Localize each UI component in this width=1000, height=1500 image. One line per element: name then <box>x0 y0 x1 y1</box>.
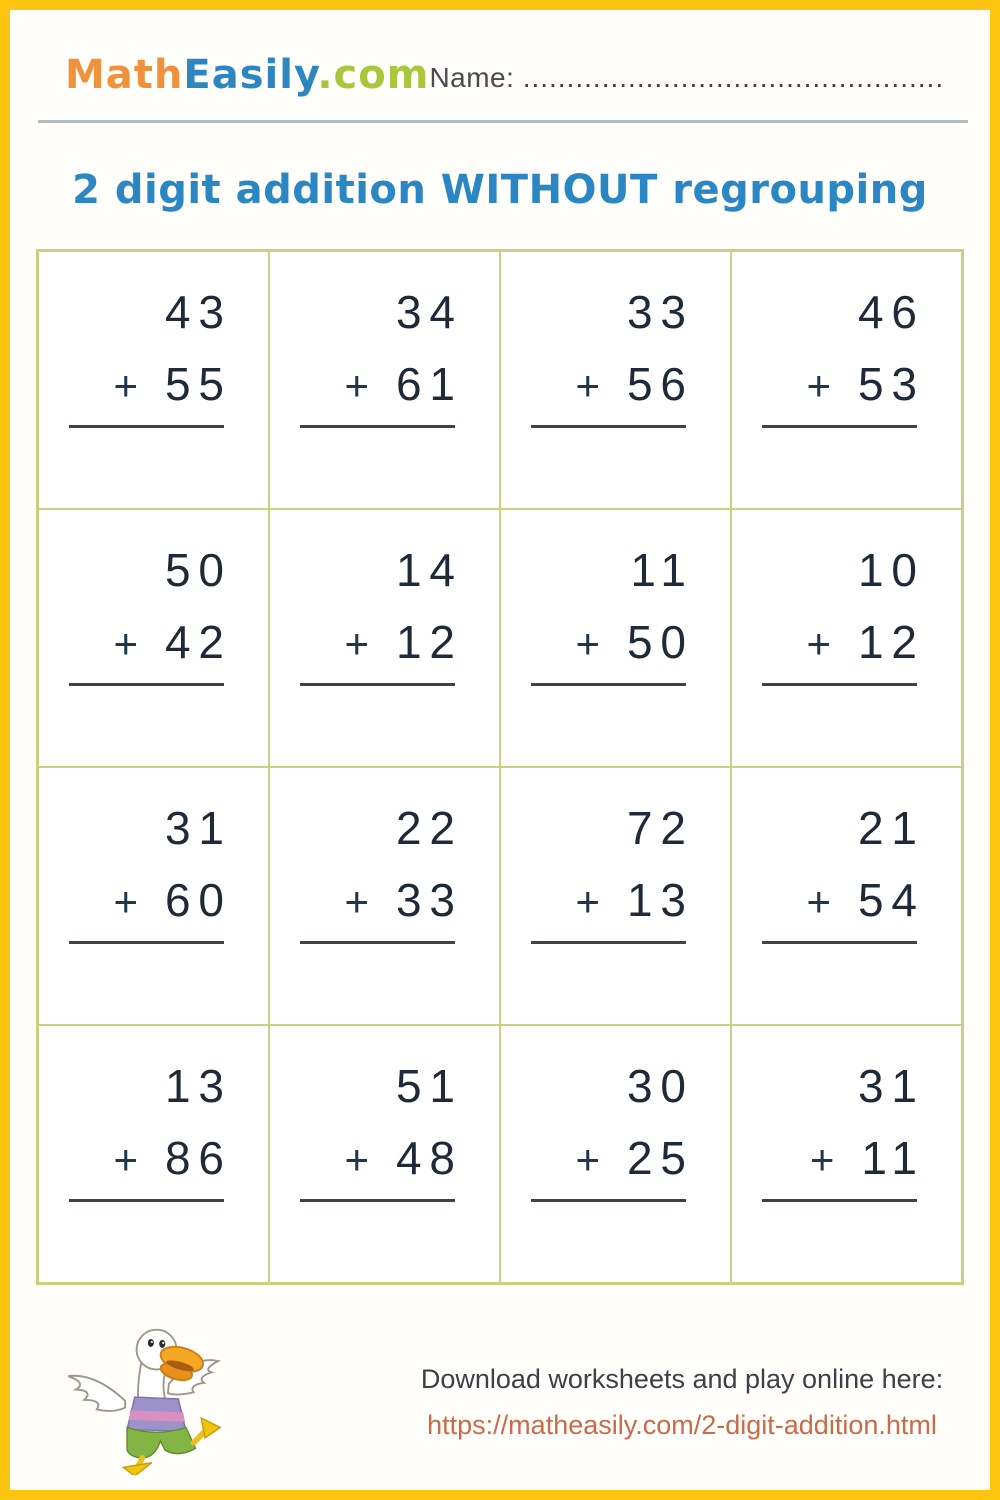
addend-top: 10 <box>858 544 925 596</box>
problem-cell-2 <box>269 251 500 509</box>
addend-bottom: 54 <box>858 874 925 926</box>
addend-bottom: 33 <box>396 874 463 926</box>
answer-line <box>69 683 224 686</box>
problem-cell-5 <box>38 509 269 767</box>
plus-icon: + <box>344 362 377 409</box>
answer-line <box>300 941 455 944</box>
name-label: Name: <box>429 62 515 93</box>
plus-icon: + <box>113 1136 146 1183</box>
plus-icon: + <box>344 878 377 925</box>
problem-cell-7 <box>500 509 731 767</box>
addend-top: 51 <box>396 1060 463 1112</box>
addend-bottom: 86 <box>165 1132 232 1184</box>
addend-top: 22 <box>396 802 463 854</box>
addend-top: 21 <box>858 802 925 854</box>
logo-part-com: .com <box>317 52 430 98</box>
addend-top: 31 <box>165 802 232 854</box>
addend-top: 72 <box>627 802 694 854</box>
addend-bottom: 25 <box>627 1132 694 1184</box>
plus-icon: + <box>575 362 608 409</box>
name-blank-line: ................................................ <box>522 62 945 93</box>
addend-top: 30 <box>627 1060 694 1112</box>
plus-icon: + <box>806 620 839 667</box>
addend-bottom: 55 <box>165 358 232 410</box>
answer-line <box>531 425 686 428</box>
plus-icon: + <box>344 1136 377 1183</box>
plus-icon: + <box>809 1136 842 1183</box>
addend-top: 14 <box>396 544 463 596</box>
name-field <box>429 62 944 98</box>
addend-bottom: 53 <box>858 358 925 410</box>
logo-part-math: Math <box>65 52 184 98</box>
plus-icon: + <box>113 878 146 925</box>
problem-cell-14 <box>269 1025 500 1283</box>
answer-line <box>69 425 224 428</box>
plus-icon: + <box>113 362 146 409</box>
problem-cell-16 <box>731 1025 962 1283</box>
problems-grid <box>36 249 964 1285</box>
addend-bottom: 11 <box>861 1132 925 1184</box>
answer-line <box>762 941 917 944</box>
problem-cell-15 <box>500 1025 731 1283</box>
plus-icon: + <box>806 878 839 925</box>
addend-bottom: 56 <box>627 358 694 410</box>
addend-bottom: 50 <box>627 616 694 668</box>
addend-bottom: 61 <box>396 358 463 410</box>
addend-bottom: 60 <box>165 874 232 926</box>
page-title: 2 digit addition WITHOUT regrouping <box>72 167 928 213</box>
answer-line <box>69 941 224 944</box>
answer-line <box>531 941 686 944</box>
answer-line <box>762 425 917 428</box>
addend-top: 13 <box>165 1060 232 1112</box>
header <box>10 10 990 98</box>
answer-line <box>300 425 455 428</box>
plus-icon: + <box>344 620 377 667</box>
problem-cell-13 <box>38 1025 269 1283</box>
problem-cell-6 <box>269 509 500 767</box>
answer-line <box>300 683 455 686</box>
problem-cell-4 <box>731 251 962 509</box>
header-divider <box>38 120 968 123</box>
problem-cell-8 <box>731 509 962 767</box>
footer-caption: Download worksheets and play online here: <box>420 1363 944 1394</box>
answer-line <box>762 683 917 686</box>
logo-part-easily: Easily <box>183 52 318 98</box>
addend-top: 33 <box>627 286 694 338</box>
problem-cell-9 <box>38 767 269 1025</box>
addend-bottom: 48 <box>396 1132 463 1184</box>
duck-mascot-svg <box>62 1323 234 1475</box>
site-logo[interactable] <box>65 52 429 98</box>
answer-line <box>69 1199 224 1202</box>
addend-bottom: 12 <box>396 616 463 668</box>
addend-top: 43 <box>165 286 232 338</box>
footer <box>10 1323 990 1480</box>
answer-line <box>762 1199 917 1202</box>
plus-icon: + <box>575 620 608 667</box>
plus-icon: + <box>575 878 608 925</box>
plus-icon: + <box>806 362 839 409</box>
addend-bottom: 42 <box>165 616 232 668</box>
plus-icon: + <box>575 1136 608 1183</box>
addend-top: 31 <box>858 1060 925 1112</box>
addend-top: 34 <box>396 286 463 338</box>
answer-line <box>300 1199 455 1202</box>
answer-line <box>531 1199 686 1202</box>
addend-bottom: 13 <box>627 874 694 926</box>
addend-top: 50 <box>165 544 232 596</box>
addend-top: 11 <box>630 544 694 596</box>
problem-cell-3 <box>500 251 731 509</box>
problem-cell-11 <box>500 767 731 1025</box>
worksheet-link[interactable]: https://matheasily.com/2-digit-addition.html <box>427 1409 937 1440</box>
problem-cell-10 <box>269 767 500 1025</box>
problem-cell-12 <box>731 767 962 1025</box>
duck-mascot-image <box>62 1323 234 1480</box>
footer-text-block <box>234 1356 960 1448</box>
addend-bottom: 12 <box>858 616 925 668</box>
addend-top: 46 <box>858 286 925 338</box>
problem-cell-1 <box>38 251 269 509</box>
plus-icon: + <box>113 620 146 667</box>
answer-line <box>531 683 686 686</box>
